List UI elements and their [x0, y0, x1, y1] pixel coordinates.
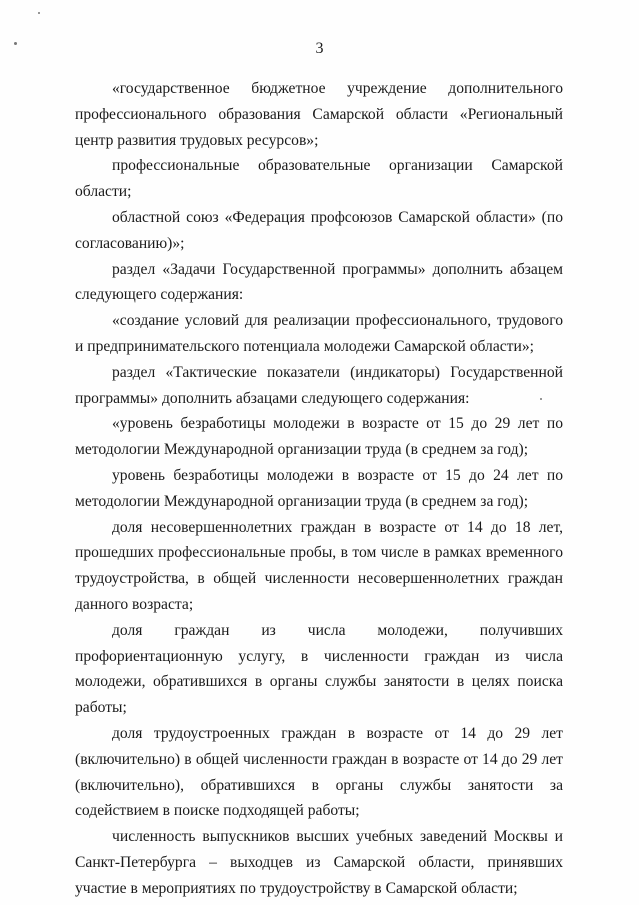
paragraph: раздел «Задачи Государственной программы» дополнить абзацем следующего содержания: [75, 260, 563, 304]
paragraph: областной союз «Федерация профсоюзов Самарской области» (по согласованию)»; [75, 208, 563, 252]
paragraph: доля граждан из числа молодежи, получивших профориентационную услугу, в численности граждан из числа молодежи, обратившихся в органы службы занятости в целях поиска работы; [75, 621, 563, 717]
paragraph: «государственное бюджетное учреждение дополнительного профессионального образования Самарской области «Региональный центр развития трудовых ресурсов»; [75, 80, 563, 149]
paragraph: доля несовершеннолетних граждан в возрасте от 14 до 18 лет, прошедших профессиональные пробы, в том числе в рамках временного трудоустройства, в общей численности несовершеннолетних граждан данного возраста; [75, 518, 563, 613]
paragraph: «создание условий для реализации профессионального, трудового и предпринимательского потенциала молодежи Самарской области»; [75, 312, 563, 355]
document-body [75, 76, 563, 902]
paragraph: «уровень безработицы молодежи в возрасте от 15 до 29 лет по методологии Международной организации труда (в среднем за год); [75, 415, 563, 459]
scan-speck [38, 12, 40, 14]
paragraph: численность выпускников высших учебных заведений Москвы и Санкт-Петербурга – выходцев из Самарской области, принявших участие в мероприятиях по трудоустройству в Самарской области; [75, 828, 563, 897]
paragraph: доля трудоустроенных граждан в возрасте от 14 до 29 лет (включительно) в общей численности граждан в возрасте от 14 до 29 лет (включительно), обратившихся в органы службы занятости за содействием в поиске подходящей работы; [75, 724, 563, 820]
paragraph: раздел «Тактические показатели (индикаторы) Государственной программы» дополнить абзацами следующего содержания: [75, 363, 563, 407]
paragraph: профессиональные образовательные организации Самарской области; [75, 157, 563, 201]
paragraph: уровень безработицы молодежи в возрасте от 15 до 24 лет по методологии Международной организации труда (в среднем за год); [75, 466, 563, 510]
page-number: 3 [315, 40, 324, 57]
